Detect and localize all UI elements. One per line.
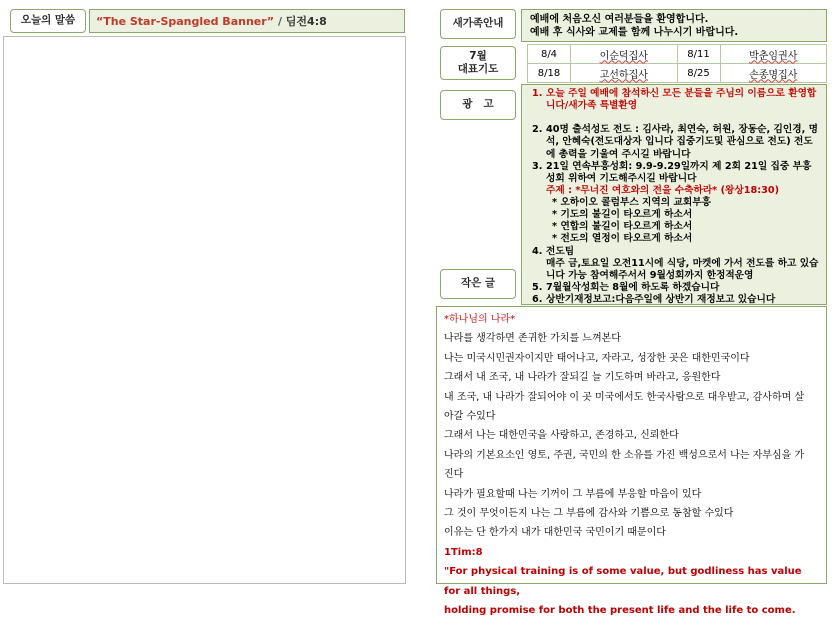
item-text: 전도팀 [546, 245, 575, 257]
announcement-item [532, 161, 820, 185]
item-number: 6. [532, 294, 543, 305]
prayer-name: 이순덕집사 [571, 45, 678, 64]
item-number: 4. [532, 245, 543, 257]
prayer-point: * 기도의 불길이 타오르게 하소서 [552, 209, 693, 221]
prayer-title: 대표기도 [457, 63, 499, 75]
essay-line: 그래서 내 조국, 내 나라가 잘되길 늘 기도하며 바라고, 응원한다 [444, 372, 721, 384]
notice-line: 예배에 처음오신 여러분들을 환영합니다. [530, 14, 709, 25]
verse-separator: / [274, 14, 286, 28]
essay-line: 그래서 나는 대한민국을 사랑하고, 존경하고, 신뢰한다 [444, 430, 679, 442]
announcements-label: 광 고 [440, 90, 516, 120]
announcements-box [521, 84, 827, 305]
announcement-item [532, 124, 820, 160]
essay-line: 이유는 단 한가지 내가 대한민국 국민이기 때문이다 [444, 527, 666, 539]
essay-line: 아갈 수있다 [444, 411, 496, 423]
small-writing-content [436, 306, 827, 617]
revival-theme: 주제 : *무너진 여호와의 전을 수축하라* (왕상18:30) [546, 184, 780, 196]
verse-reference: 딤전4:8 [285, 15, 327, 28]
notice-line: 예배 후 식사와 교제를 함께 나누시기 바랍니다. [530, 27, 739, 38]
essay-line: 나라의 기본요소인 영토, 주권, 국민의 한 소유를 가진 백성으로서 나는 자부심을 가 [444, 449, 805, 461]
essay-title: *하나님의 나라* [444, 314, 516, 325]
announcement-item [532, 282, 820, 294]
item-text: 7월월삭성회는 8월에 하도록 하겠습니다 [546, 281, 720, 293]
essay-line: 그 것이 무엇이든지 나는 그 부름에 감사와 기쁨으로 동참할 수있다 [444, 508, 734, 520]
verse-header [89, 9, 405, 33]
essay-line: 나는 미국시민권자이지만 태어나고, 자라고, 성장한 곳은 대한민국이다 [444, 352, 750, 364]
announcement-item [532, 294, 820, 306]
prayer-month: 7월 [469, 49, 487, 62]
essay-verse-line: holding promise for both the present life and the life to come. [444, 605, 796, 617]
prayer-date: 8/18 [528, 64, 571, 83]
essay-verse-line: "For physical training is of some value, but godliness has value for all things, [444, 566, 802, 597]
item-text: 21일 연속부흥성회: 9.9-9.29일까지 제 2회 21일 집중 부흥성회 위하여 기도해주시길 바랍니다 [546, 160, 812, 184]
prayer-name: 손종명집사 [720, 64, 827, 83]
prayer-schedule-table [527, 44, 827, 83]
table-row [528, 64, 827, 83]
essay-line: 진다 [444, 469, 464, 481]
today-word-label: 오늘의 말씀 [10, 9, 86, 33]
item-number: 5. [532, 281, 543, 293]
verse-title: “The Star-Spangled Banner” [96, 14, 275, 28]
essay-line: 나라를 생각하면 존귀한 가치를 느껴본다 [444, 333, 621, 345]
item-text: 상반기재정보고:다음주일에 상반기 재정보고 있습니다 [546, 294, 776, 305]
prayer-date: 8/11 [677, 45, 720, 64]
new-family-notice [521, 9, 827, 42]
left-content-panel [3, 36, 406, 584]
item-text: 40명 출석성도 전도 : 김사라, 최연숙, 허원, 장동순, 김인경, 명석, 안혜숙(전도대상자 입니다 집중기도및 관심으로 전도) 전도에 총력을 기울여 주시길 바랍니다 [546, 124, 818, 160]
small-writing-label: 작은 글 [440, 269, 516, 299]
table-row [528, 45, 827, 64]
new-family-label: 새가족안내 [440, 9, 516, 39]
prayer-name: 박춘임권사 [720, 45, 827, 64]
essay-verse-ref: 1Tim:8 [444, 546, 483, 558]
announcement-item [532, 246, 820, 258]
essay-line: 내 조국, 내 나라가 잘되어야 이 곳 미국에서도 한국사람으로 대우받고, 감사하며 살 [444, 391, 805, 403]
item-number: 1. [532, 88, 543, 99]
item-text: 오늘 주일 예배에 참석하신 모든 분들을 주님의 이름으로 환영합니다/새가족 특별환영 [546, 88, 817, 112]
representative-prayer-label [440, 46, 516, 80]
evangelism-details: 매주 금,토요일 오전11시에 식당, 마켓에 가서 전도를 하고 있습니다 가능 참여해주서서 9월성회까지 한정적운영 [546, 257, 819, 281]
prayer-date: 8/25 [677, 64, 720, 83]
prayer-point: * 전도의 열정이 타오르게 하소서 [552, 233, 693, 245]
prayer-name: 고선하집사 [571, 64, 678, 83]
announcement-item [532, 88, 820, 112]
essay-line: 나라가 필요할때 나는 기꺼이 그 부름에 부응할 마음이 있다 [444, 488, 702, 500]
prayer-point: * 연합의 불길이 타오르게 하소서 [552, 221, 693, 233]
prayer-date: 8/4 [528, 45, 571, 64]
prayer-point: * 오하이오 콜럼부스 지역의 교회부흥 [552, 197, 711, 208]
item-number: 3. [532, 160, 543, 172]
item-number: 2. [532, 124, 543, 136]
